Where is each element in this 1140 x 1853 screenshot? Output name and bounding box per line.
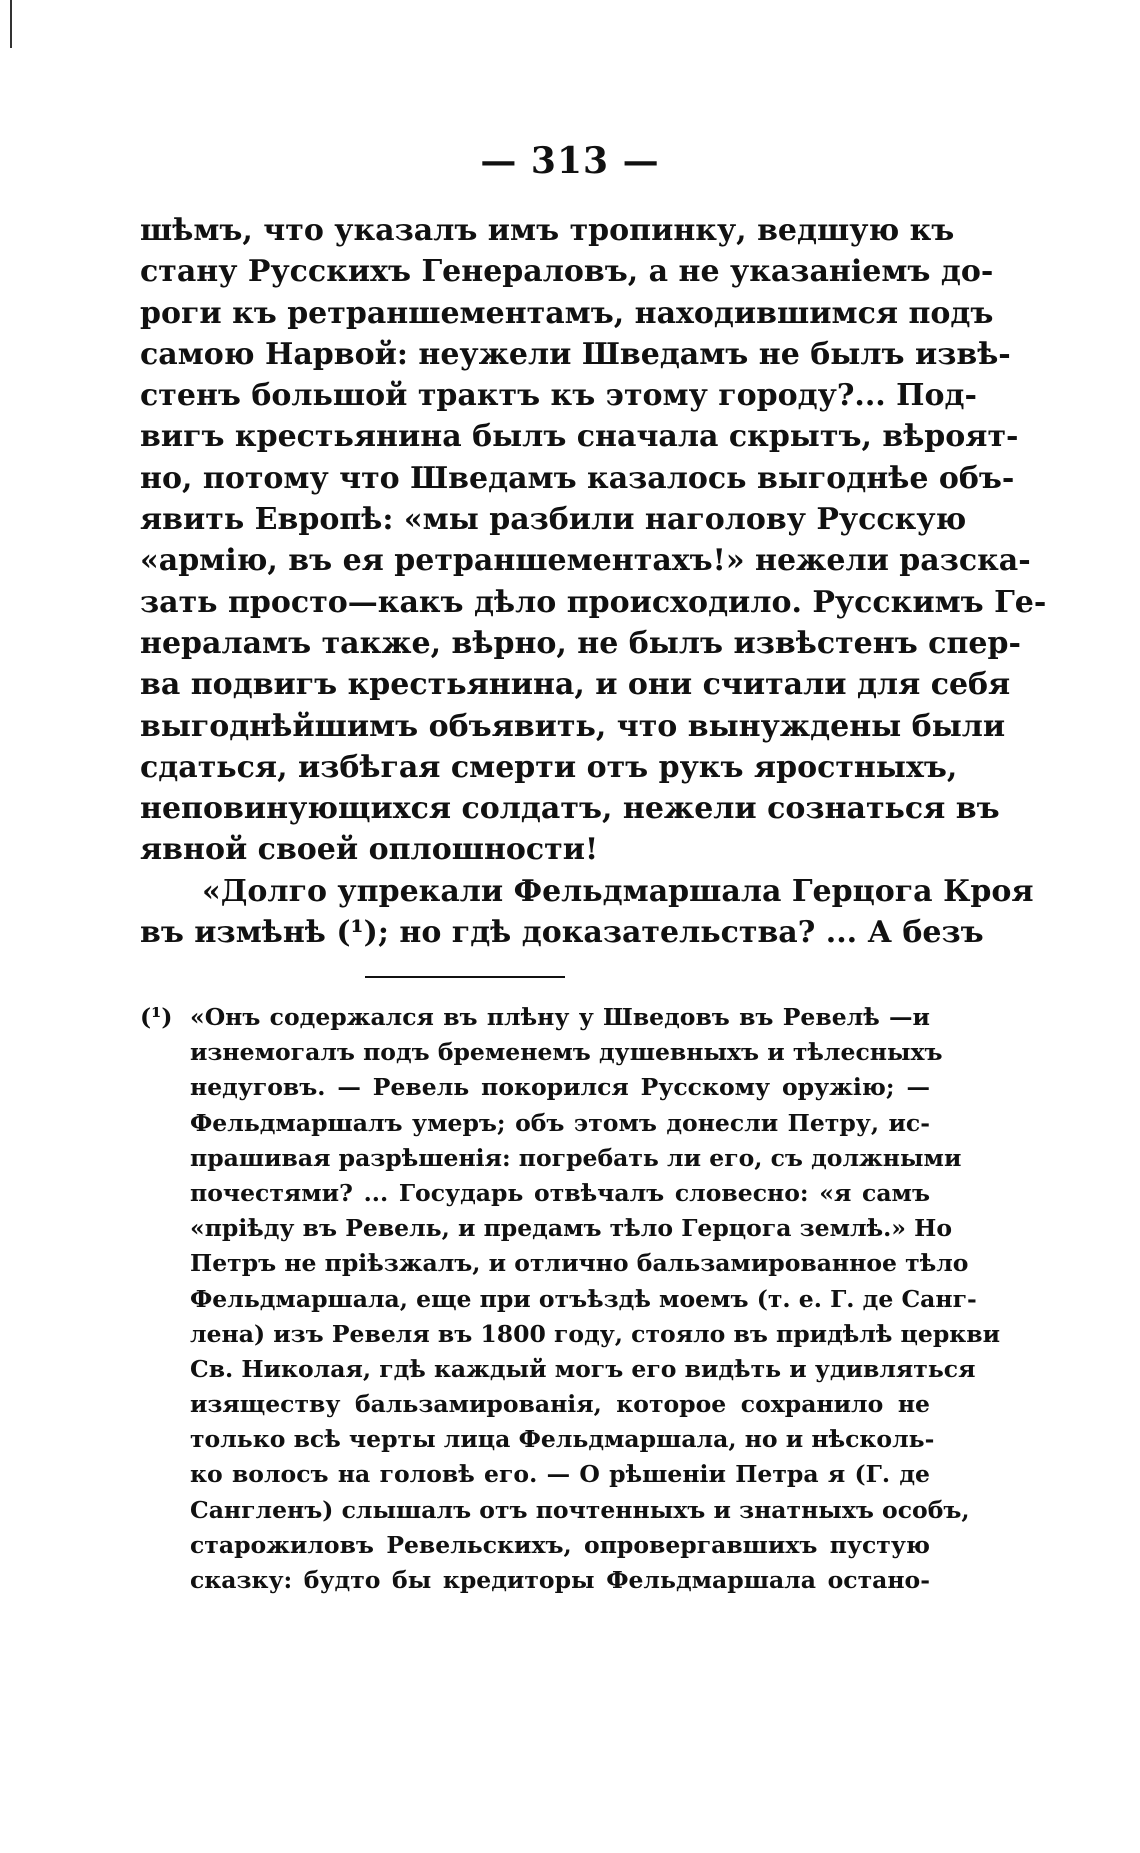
footnote-line: Петръ не пріѣзжалъ, и отлично бальзамированное тѣло <box>190 1249 969 1278</box>
main-text-line: но, потому что Шведамъ казалось выгоднѣе объ- <box>140 460 1015 496</box>
footnote-line: недуговъ. — Ревель покорился Русскому оружію; — <box>190 1073 930 1102</box>
main-text-line: стану Русскихъ Генераловъ, а не указаніемъ до- <box>140 254 994 290</box>
footnote-line: ко волосъ на головѣ его. — О рѣшеніи Петра я (Г. де <box>190 1460 930 1489</box>
footnote-line: почестями? ... Государь отвѣчалъ словесно: «я самъ <box>190 1178 930 1207</box>
main-text-line: въ измѣнѣ (¹); но гдѣ доказательства? ... А безъ <box>140 915 984 951</box>
main-text-line: сдаться, избѣгая смерти отъ рукъ яростныхъ, <box>140 749 958 785</box>
main-text-line: «Долго упрекали Фельдмаршала Герцога Кроя <box>202 873 1034 909</box>
main-text-line: самою Нарвой: неужели Шведамъ не былъ извѣ- <box>140 336 1011 372</box>
footnote-line-text: «Онъ содержался въ плѣну у Шведовъ въ Ревелѣ —и <box>190 1003 930 1031</box>
footnote-line: прашивая разрѣшенія: погребать ли его, съ должными <box>190 1143 962 1172</box>
footnote <box>140 1000 1001 1598</box>
left-margin-rule <box>10 0 12 48</box>
footnote-line: Фельдмаршала, еще при отъѣздѣ моемъ (т. е. Г. де Санг- <box>190 1284 977 1313</box>
main-text-line: роги къ ретраншементамъ, находившимся подъ <box>140 295 994 331</box>
footnote-line: лена) изъ Ревеля въ 1800 году, стояло въ придѣлѣ церкви <box>190 1319 1001 1348</box>
main-text-line: стенъ большой трактъ къ этому городу?... Под- <box>140 378 977 414</box>
footnote-line <box>140 1000 930 1035</box>
main-text <box>140 210 1047 953</box>
footnote-separator <box>365 976 565 978</box>
footnote-line: сказку: будто бы кредиторы Фельдмаршала остано- <box>190 1566 930 1594</box>
main-text-line: явной своей оплошности! <box>140 832 599 868</box>
footnote-line: Фельдмаршалъ умеръ; объ этомъ донесли Петру, ис- <box>190 1108 930 1137</box>
main-text-line: выгоднѣйшимъ объявить, что вынуждены были <box>140 708 1006 744</box>
main-text-line: шѣмъ, что указалъ имъ тропинку, ведшую къ <box>140 213 955 248</box>
main-text-line: вигъ крестьянина былъ сначала скрытъ, вѣроят- <box>140 419 1019 455</box>
main-text-line: явить Европѣ: «мы разбили наголову Русскую <box>140 502 967 538</box>
main-text-line: ва подвигъ крестьянина, и они считали для себя <box>140 667 1011 703</box>
footnote-line: Сангленъ) слышалъ отъ почтенныхъ и знатныхъ особъ, <box>190 1495 970 1524</box>
page-number: — 313 — <box>480 140 660 182</box>
footnote-line: только всѣ черты лица Фельдмаршала, но и нѣсколь- <box>190 1425 935 1454</box>
main-text-line: «армію, въ ея ретраншементахъ!» нежели разска- <box>140 543 1031 579</box>
footnote-line: Св. Николая, гдѣ каждый могъ его видѣть и удивляться <box>190 1354 976 1383</box>
main-text-line: нераламъ также, вѣрно, не былъ извѣстенъ спер- <box>140 625 1021 661</box>
footnote-marker: (¹) <box>140 1003 173 1031</box>
footnote-line: изнемогалъ подъ бременемъ душевныхъ и тѣлесныхъ <box>190 1038 943 1067</box>
footnote-line: старожиловъ Ревельскихъ, опровергавшихъ пустую <box>190 1530 930 1559</box>
footnote-line: «пріѣду въ Ревель, и предамъ тѣло Герцога землѣ.» Но <box>190 1214 953 1243</box>
footnote-line: изяществу бальзамированія, которое сохранило не <box>190 1390 930 1419</box>
main-text-line: неповинующихся солдатъ, нежели сознаться въ <box>140 791 1000 827</box>
main-text-line: зать просто—какъ дѣло происходило. Русскимъ Ге- <box>140 584 1047 620</box>
